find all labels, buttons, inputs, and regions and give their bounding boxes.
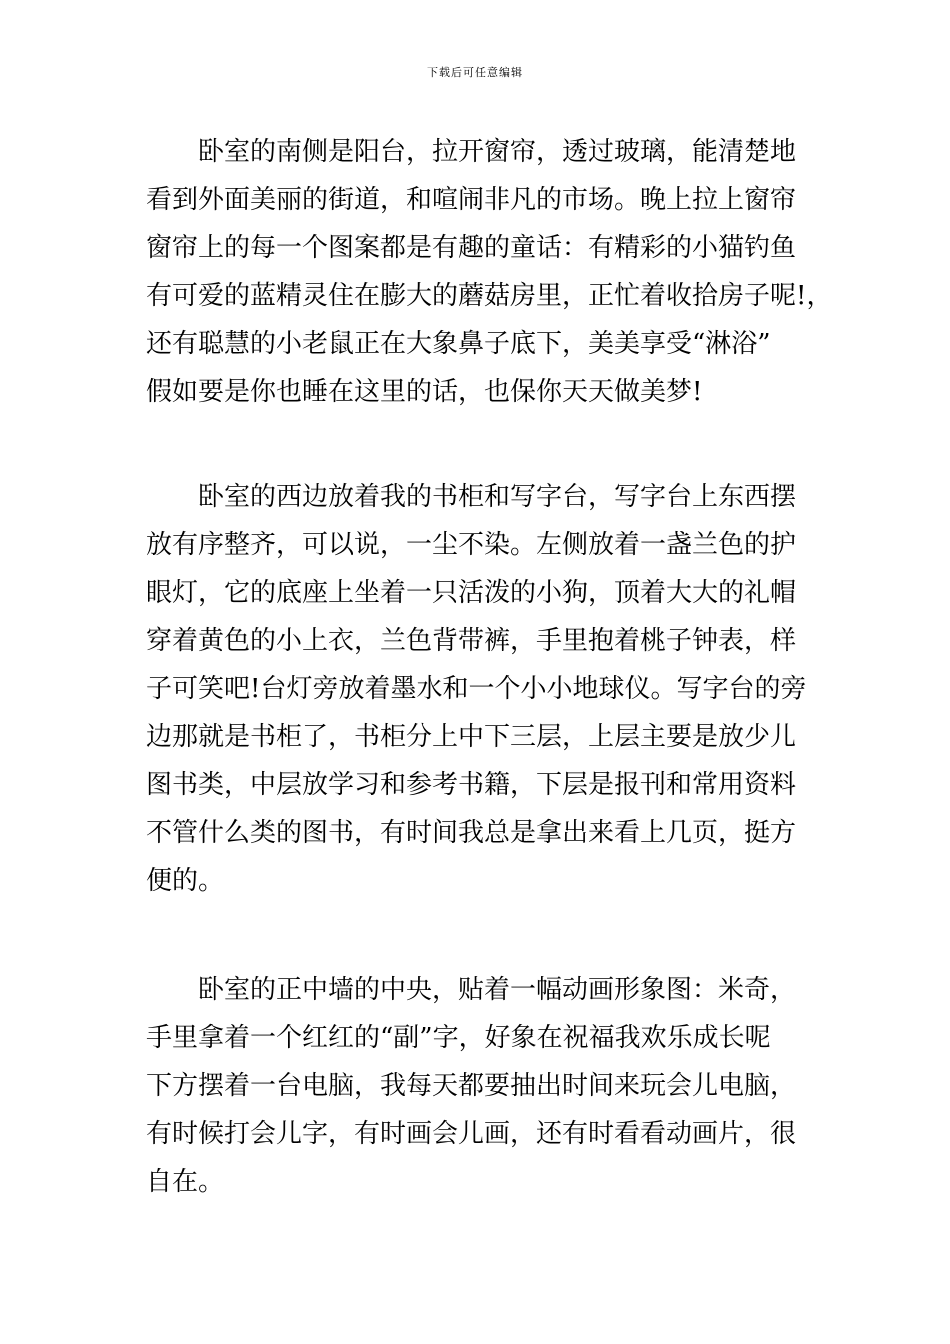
- text-line: 便的。: [146, 866, 225, 896]
- text-line: 图书类，中层放学习和参考书籍，下层是报刊和常用资料: [146, 770, 797, 800]
- text-line: 窗帘上的每一个图案都是有趣的童话：有精彩的小猫钓鱼: [146, 233, 797, 263]
- text-line: 放有序整齐，可以说，一尘不染。左侧放着一盏兰色的护: [146, 530, 797, 560]
- text-line: 卧室的南侧是阳台，拉开窗帘，透过玻璃，能清楚地: [198, 137, 797, 167]
- text-line: 下方摆着一台电脑，我每天都要抽出时间来玩会儿电脑，: [146, 1071, 797, 1101]
- paragraph-center-wall: [146, 966, 826, 1206]
- text-line: 边那就是书柜了，书柜分上中下三层，上层主要是放少儿: [146, 722, 797, 752]
- text-line: 子可笑吧!台灯旁放着墨水和一个小小地球仪。写字台的旁: [146, 674, 807, 704]
- text-line: 有可爱的蓝精灵住在膨大的蘑菇房里，正忙着收拾房子呢!，: [146, 281, 833, 311]
- text-line: 不管什么类的图书，有时间我总是拿出来看上几页，挺方: [146, 818, 797, 848]
- text-line: 穿着黄色的小上衣，兰色背带裤，手里抱着桃子钟表，样: [146, 626, 797, 656]
- page-header: 下载后可任意编辑: [427, 66, 523, 79]
- text-line: 眼灯，它的底座上坐着一只活泼的小狗，顶着大大的礼帽: [146, 578, 797, 608]
- text-line: 有时候打会儿字，有时画会儿画，还有时看看动画片，很: [146, 1119, 797, 1149]
- text-line: 看到外面美丽的街道，和喧闹非凡的市场。晚上拉上窗帘: [146, 185, 797, 215]
- paragraph-balcony: [146, 128, 833, 416]
- text-line: 假如要是你也睡在这里的话，也保你天天做美梦!: [146, 377, 703, 407]
- text-line: 卧室的西边放着我的书柜和写字台，写字台上东西摆: [198, 482, 797, 512]
- paragraph-desk-bookcase: [146, 473, 826, 905]
- text-line: 自在。: [146, 1167, 225, 1197]
- text-line: 卧室的正中墙的中央，贴着一幅动画形象图：米奇，: [198, 975, 797, 1005]
- text-line: 还有聪慧的小老鼠正在大象鼻子底下，美美享受“淋浴”: [146, 329, 771, 359]
- text-line: 手里拿着一个红红的“副”字，好象在祝福我欢乐成长呢: [146, 1023, 771, 1053]
